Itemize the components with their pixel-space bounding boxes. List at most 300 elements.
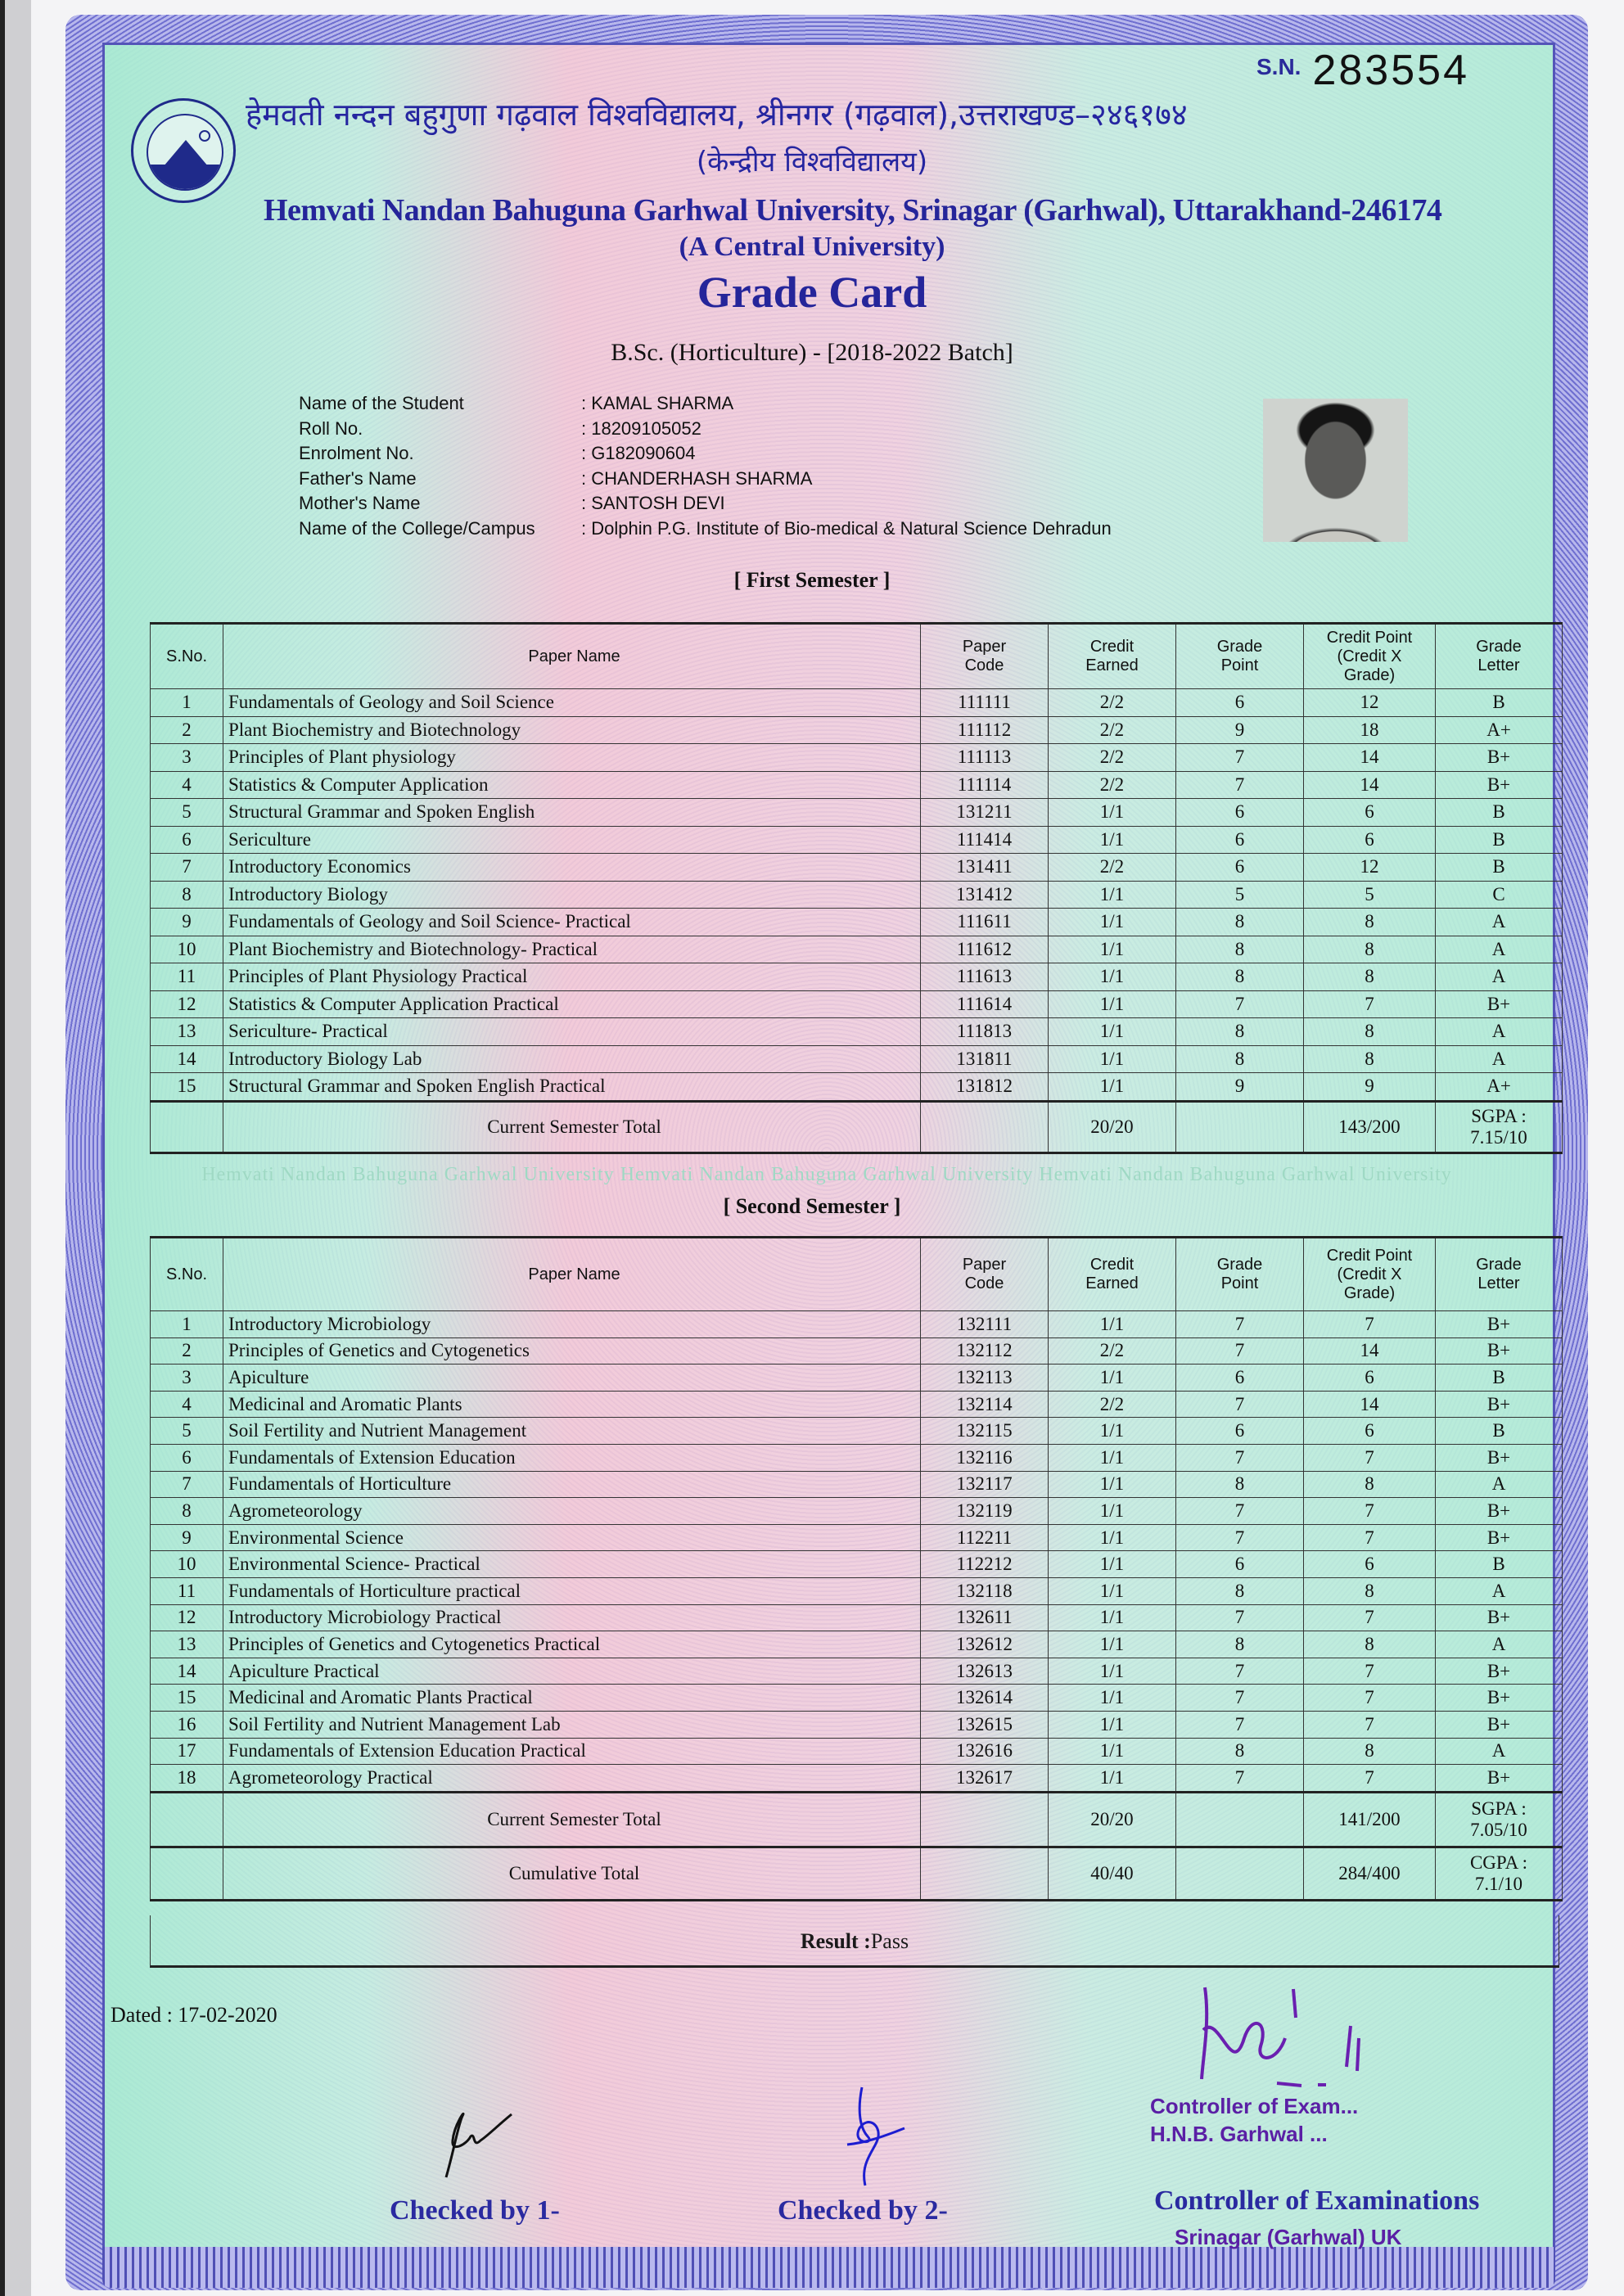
result-value: Pass [870,1929,909,1953]
result-box [150,1915,1559,1968]
cell-credit-point: 7 [1304,1498,1436,1525]
cell-credit-earned: 2/2 [1049,771,1176,799]
cell-grade-point: 7 [1176,990,1304,1018]
header-credit-earned-text: Credit [1089,1256,1135,1274]
cell-credit-point: 12 [1304,854,1436,882]
header-paper-code-text: Paper [962,638,1007,656]
student-detail-row [299,516,1112,542]
watermark-line: Hemvati Nandan Bahuguna Garhwal University Hemvati Nandan Bahuguna Garhwal University Hemvati Nandan Bahuguna Garhwal University [201,1164,1452,1185]
cell-grade-point: 8 [1176,909,1304,936]
cell-paper-code: 132614 [921,1685,1049,1712]
cell-paper-name: Medicinal and Aromatic Plants Practical [223,1685,921,1712]
header-grade-letter-text: Letter [1477,1274,1520,1292]
cell-credit-point: 6 [1304,799,1436,827]
cell-paper-code: 131812 [921,1073,1049,1102]
cell-grade-letter: B [1436,826,1563,854]
cell-paper-name: Statistics & Computer Application [223,771,921,799]
cell-grade-letter: A [1436,1018,1563,1046]
cell-credit-point: 8 [1304,1018,1436,1046]
cell-credit-point: 9 [1304,1073,1436,1102]
cell-grade-point: 7 [1176,1498,1304,1525]
cell-credit-earned: 1/1 [1049,881,1176,909]
gpa-label: SGPA : [1471,1105,1527,1126]
cell-grade-point: 7 [1176,1444,1304,1471]
cell-sno: 8 [151,881,223,909]
cell-credit-point: 7 [1304,1765,1436,1793]
gpa-cell [1436,1847,1563,1900]
cell-credit-earned: 1/1 [1049,990,1176,1018]
cell-paper-code: 112212 [921,1551,1049,1578]
header-paper-code [921,624,1049,689]
header-credit-earned-text: Earned [1085,656,1139,674]
cell-grade-point: 7 [1176,1311,1304,1338]
table-row [151,854,1563,882]
cell-grade-letter: B+ [1436,1711,1563,1738]
cell-credit-point: 7 [1304,990,1436,1018]
cell-grade-point: 7 [1176,1765,1304,1793]
cell-grade-point: 8 [1176,1738,1304,1765]
cell-credit-earned: 1/1 [1049,1073,1176,1102]
cell-credit-earned: 1/1 [1049,1685,1176,1712]
cell-credit-point: 8 [1304,1631,1436,1658]
table-row [151,1337,1563,1365]
university-name-hindi: हेमवती नन्दन बहुगुणा गढ़वाल विश्वविद्यालय, श्रीनगर (गढ़वाल),उत्तराखण्ड–२४६१७४ [246,97,1188,133]
cell-grade-point: 6 [1176,1365,1304,1392]
table-row [151,1045,1563,1073]
cell-sno: 2 [151,716,223,744]
cell-paper-name: Soil Fertility and Nutrient Management [223,1418,921,1445]
cell-sno: 12 [151,990,223,1018]
cell-paper-code: 132119 [921,1498,1049,1525]
cell-grade-letter: C [1436,881,1563,909]
cell-credit-point: 6 [1304,1418,1436,1445]
cell-paper-name: Introductory Microbiology Practical [223,1604,921,1631]
table-row [151,1738,1563,1765]
cell-credit-point: 7 [1304,1658,1436,1685]
cell-sno: 13 [151,1018,223,1046]
cell-grade-point: 6 [1176,854,1304,882]
table-row [151,716,1563,744]
header-credit-point-text: Credit Point [1326,1246,1413,1265]
table-row [151,1018,1563,1046]
total-cell-empty [151,1101,223,1153]
table-row [151,1765,1563,1793]
detail-value: : CHANDERHASH SHARMA [581,467,813,489]
cell-grade-letter: A [1436,1577,1563,1604]
cell-grade-point: 8 [1176,1018,1304,1046]
detail-value: : 18209105052 [581,417,701,439]
total-label: Cumulative Total [223,1847,921,1900]
cumulative-total-row [151,1847,1563,1900]
cell-credit-point: 7 [1304,1444,1436,1471]
cell-grade-letter: A [1436,963,1563,991]
cell-grade-letter: A [1436,1738,1563,1765]
cell-sno: 1 [151,1311,223,1338]
total-label: Current Semester Total [223,1101,921,1153]
gpa-cell [1436,1101,1563,1153]
cell-credit-earned: 2/2 [1049,854,1176,882]
cell-paper-code: 132615 [921,1711,1049,1738]
cell-grade-letter: B+ [1436,1524,1563,1551]
cell-credit-earned: 1/1 [1049,1418,1176,1445]
cell-paper-code: 111612 [921,936,1049,963]
cell-paper-name: Fundamentals of Extension Education Practical [223,1738,921,1765]
gpa-label: SGPA : [1471,1798,1527,1819]
cell-grade-letter: B [1436,1418,1563,1445]
cell-grade-letter: A [1436,909,1563,936]
header-grade-letter-text: Grade [1476,638,1522,656]
cell-grade-point: 7 [1176,1685,1304,1712]
header-paper-code-text: Code [964,1274,1004,1292]
cell-sno: 16 [151,1711,223,1738]
table-row [151,1685,1563,1712]
cell-credit-earned: 1/1 [1049,1471,1176,1498]
total-cell-empty [921,1792,1049,1847]
cell-credit-point: 5 [1304,881,1436,909]
cell-credit-earned: 2/2 [1049,744,1176,772]
table-row [151,963,1563,991]
cell-paper-code: 111112 [921,716,1049,744]
table-row [151,990,1563,1018]
header-grade-point [1176,624,1304,689]
cell-sno: 5 [151,799,223,827]
cell-sno: 12 [151,1604,223,1631]
cell-grade-letter: A [1436,936,1563,963]
cell-sno: 10 [151,1551,223,1578]
cell-grade-point: 8 [1176,1045,1304,1073]
table-row [151,771,1563,799]
cell-grade-letter: B+ [1436,1444,1563,1471]
detail-label: Roll No. [299,417,363,439]
cell-paper-name: Introductory Biology [223,881,921,909]
cell-grade-point: 8 [1176,1577,1304,1604]
cell-sno: 6 [151,826,223,854]
cell-paper-name: Introductory Biology Lab [223,1045,921,1073]
cell-paper-name: Medicinal and Aromatic Plants [223,1391,921,1418]
cell-paper-name: Apiculture [223,1365,921,1392]
cell-sno: 14 [151,1045,223,1073]
cell-paper-name: Apiculture Practical [223,1658,921,1685]
cell-paper-code: 132112 [921,1337,1049,1365]
cell-credit-earned: 1/1 [1049,1577,1176,1604]
header-grade-letter [1436,1238,1563,1311]
stamp-line: Controller of Exam... [1150,2094,1359,2118]
detail-label: Name of the College/Campus [299,517,535,539]
cell-sno: 9 [151,909,223,936]
cell-paper-code: 131411 [921,854,1049,882]
first-semester-table [150,622,1563,1154]
total-cell-empty [1176,1101,1304,1153]
total-cell-empty [1176,1847,1304,1900]
gpa-label: CGPA : [1469,1852,1528,1873]
cell-sno: 7 [151,854,223,882]
cell-credit-earned: 1/1 [1049,1738,1176,1765]
header-paper-name-text: Paper Name [528,647,620,665]
detail-label: Mother's Name [299,493,421,513]
date-issued: Dated : 17-02-2020 [111,2003,277,2027]
total-credits: 40/40 [1049,1847,1176,1900]
header-credit-point-text: Grade) [1343,665,1396,684]
cell-paper-name: Agrometeorology Practical [223,1765,921,1793]
cell-credit-earned: 1/1 [1049,1365,1176,1392]
university-subtitle-hindi: (केन्द्रीय विश्वविद्यालय) [696,146,928,178]
decorative-border-bottom [102,2247,1555,2288]
detail-label: Enrolment No. [299,443,414,463]
detail-label: Name of the Student [299,393,464,413]
second-semester-heading: [ Second Semester ] [723,1194,901,1218]
cell-grade-point: 7 [1176,1391,1304,1418]
student-detail-row [299,467,1112,492]
header-paper-name [223,624,921,689]
detail-value: : G182090604 [581,443,696,463]
cell-credit-point: 8 [1304,909,1436,936]
cell-sno: 3 [151,1365,223,1392]
header-sno [151,1238,223,1311]
university-name-english: Hemvati Nandan Bahuguna Garhwal University, Srinagar (Garhwal), Uttarakhand-246174 [264,193,1442,228]
cell-paper-name: Plant Biochemistry and Biotechnology [223,716,921,744]
header-credit-point-text: (Credit X [1337,1265,1402,1283]
checked-by-1-label: Checked by 1- [390,2195,560,2226]
cell-sno: 15 [151,1685,223,1712]
cell-paper-name: Fundamentals of Horticulture practical [223,1577,921,1604]
cell-grade-point: 6 [1176,1551,1304,1578]
cell-sno: 8 [151,1498,223,1525]
table-row [151,1391,1563,1418]
cell-grade-point: 7 [1176,1604,1304,1631]
cell-grade-letter: B+ [1436,1311,1563,1338]
table-row [151,1471,1563,1498]
cell-grade-point: 7 [1176,771,1304,799]
header-grade-point-text: Point [1220,656,1259,674]
table-row [151,1604,1563,1631]
cell-grade-point: 8 [1176,963,1304,991]
cell-paper-name: Principles of Plant Physiology Practical [223,963,921,991]
header-credit-point [1304,1238,1436,1311]
cell-paper-name: Sericulture- Practical [223,1018,921,1046]
cell-paper-code: 132612 [921,1631,1049,1658]
stamp-line: H.N.B. Garhwal ... [1150,2122,1328,2146]
header-credit-point-text: Credit Point [1326,628,1413,647]
header-grade-letter [1436,624,1563,689]
cell-paper-code: 111111 [921,689,1049,717]
cell-sno: 2 [151,1337,223,1365]
cell-sno: 11 [151,1577,223,1604]
semester-total-row [151,1792,1563,1847]
cell-sno: 17 [151,1738,223,1765]
cell-paper-name: Environmental Science- Practical [223,1551,921,1578]
checked-by-2-label: Checked by 2- [778,2195,948,2226]
cell-sno: 4 [151,1391,223,1418]
cell-grade-letter: B+ [1436,990,1563,1018]
cell-grade-letter: A+ [1436,716,1563,744]
cell-credit-point: 18 [1304,716,1436,744]
cell-credit-earned: 1/1 [1049,1524,1176,1551]
cell-credit-point: 6 [1304,1551,1436,1578]
cell-grade-point: 8 [1176,1631,1304,1658]
cell-paper-name: Soil Fertility and Nutrient Management Lab [223,1711,921,1738]
student-detail-row [299,417,1112,442]
total-points: 141/200 [1304,1792,1436,1847]
table-row [151,1631,1563,1658]
header-sno-text: S.No. [165,1265,208,1283]
cell-grade-point: 9 [1176,1073,1304,1102]
course-name: B.Sc. (Horticulture) - [2018-2022 Batch] [611,339,1013,366]
cell-credit-earned: 2/2 [1049,1337,1176,1365]
cell-sno: 3 [151,744,223,772]
table-row [151,826,1563,854]
cell-paper-name: Principles of Plant physiology [223,744,921,772]
cell-credit-point: 14 [1304,1337,1436,1365]
cell-paper-code: 132115 [921,1418,1049,1445]
cell-sno: 15 [151,1073,223,1102]
header-credit-point [1304,624,1436,689]
cell-sno: 10 [151,936,223,963]
cell-grade-point: 8 [1176,936,1304,963]
cell-credit-earned: 1/1 [1049,936,1176,963]
cell-paper-code: 111614 [921,990,1049,1018]
cell-grade-letter: B+ [1436,1685,1563,1712]
cell-grade-letter: B+ [1436,1337,1563,1365]
cell-paper-code: 111613 [921,963,1049,991]
total-cell-empty [151,1792,223,1847]
cell-credit-earned: 1/1 [1049,799,1176,827]
cell-grade-letter: B [1436,1365,1563,1392]
cell-paper-code: 132613 [921,1658,1049,1685]
cell-credit-point: 7 [1304,1685,1436,1712]
cell-grade-letter: B [1436,1551,1563,1578]
cell-sno: 14 [151,1658,223,1685]
cell-grade-point: 7 [1176,1658,1304,1685]
student-detail-row [299,491,1112,516]
cell-paper-name: Principles of Genetics and Cytogenetics Practical [223,1631,921,1658]
cell-grade-point: 6 [1176,1418,1304,1445]
cell-paper-code: 132118 [921,1577,1049,1604]
cell-grade-point: 5 [1176,881,1304,909]
table-row [151,1551,1563,1578]
cell-paper-code: 111813 [921,1018,1049,1046]
cell-credit-point: 14 [1304,771,1436,799]
cell-paper-name: Plant Biochemistry and Biotechnology- Practical [223,936,921,963]
cell-paper-name: Introductory Microbiology [223,1311,921,1338]
cell-grade-letter: B+ [1436,771,1563,799]
cell-paper-name: Agrometeorology [223,1498,921,1525]
cell-paper-code: 132611 [921,1604,1049,1631]
total-credits: 20/20 [1049,1792,1176,1847]
checker-1-signature [422,2100,520,2190]
cell-credit-point: 8 [1304,963,1436,991]
cell-grade-letter: B+ [1436,1658,1563,1685]
table-row [151,1365,1563,1392]
serial-number-label: S.N. [1256,54,1301,79]
header-credit-earned-text: Credit [1089,638,1135,656]
total-cell-empty [1176,1792,1304,1847]
header-credit-earned [1049,1238,1176,1311]
cell-credit-earned: 1/1 [1049,1711,1176,1738]
cell-credit-point: 12 [1304,689,1436,717]
header-grade-point-text: Grade [1216,638,1263,656]
cell-paper-name: Structural Grammar and Spoken English Practical [223,1073,921,1102]
table-row [151,1658,1563,1685]
cell-grade-point: 7 [1176,1524,1304,1551]
table-row [151,1311,1563,1338]
cell-paper-name: Structural Grammar and Spoken English [223,799,921,827]
table-header-row [151,1238,1563,1311]
total-points: 143/200 [1304,1101,1436,1153]
cell-credit-earned: 1/1 [1049,826,1176,854]
table-row [151,799,1563,827]
cell-sno: 1 [151,689,223,717]
header-credit-earned [1049,624,1176,689]
table-row [151,936,1563,963]
cell-credit-point: 8 [1304,1577,1436,1604]
cell-paper-name: Sericulture [223,826,921,854]
cell-credit-earned: 1/1 [1049,1018,1176,1046]
cell-grade-point: 8 [1176,1471,1304,1498]
table-row [151,1711,1563,1738]
cell-credit-point: 8 [1304,1738,1436,1765]
cell-paper-code: 132114 [921,1391,1049,1418]
cell-sno: 9 [151,1524,223,1551]
header-paper-code-text: Code [964,656,1004,674]
cell-grade-letter: A [1436,1471,1563,1498]
cell-credit-earned: 1/1 [1049,1498,1176,1525]
total-cell-empty [921,1847,1049,1900]
cell-credit-earned: 2/2 [1049,1391,1176,1418]
cell-credit-point: 6 [1304,826,1436,854]
cell-paper-name: Fundamentals of Geology and Soil Science- Practical [223,909,921,936]
controller-of-examinations-label: Controller of Examinations [1154,2185,1480,2216]
header-credit-earned-text: Earned [1085,1274,1139,1292]
cell-paper-code: 131211 [921,799,1049,827]
gpa-value: 7.05/10 [1470,1819,1527,1840]
cell-sno: 11 [151,963,223,991]
controller-signature [1195,1981,1465,2087]
gpa-cell [1436,1792,1563,1847]
cell-credit-earned: 1/1 [1049,1631,1176,1658]
table-row [151,909,1563,936]
cell-credit-point: 8 [1304,1045,1436,1073]
cell-grade-point: 7 [1176,1337,1304,1365]
cell-grade-point: 7 [1176,744,1304,772]
table-row [151,1498,1563,1525]
cell-grade-point: 6 [1176,689,1304,717]
university-subtitle-english: (A Central University) [679,232,945,262]
cell-credit-point: 14 [1304,744,1436,772]
table-row [151,881,1563,909]
cell-credit-earned: 2/2 [1049,716,1176,744]
cell-credit-earned: 1/1 [1049,1658,1176,1685]
header-grade-letter-text: Letter [1477,656,1520,674]
cell-credit-point: 8 [1304,936,1436,963]
stamp-line: Srinagar (Garhwal) UK [1175,2225,1402,2249]
table-row [151,1524,1563,1551]
cell-grade-point: 7 [1176,1711,1304,1738]
header-paper-code [921,1238,1049,1311]
serial-number-value: 283554 [1312,47,1469,94]
cell-paper-name: Statistics & Computer Application Practical [223,990,921,1018]
cell-paper-name: Fundamentals of Extension Education [223,1444,921,1471]
header-sno-text: S.No. [165,647,208,665]
cell-paper-code: 132616 [921,1738,1049,1765]
header-paper-name [223,1238,921,1311]
cell-grade-point: 9 [1176,716,1304,744]
table-row [151,1444,1563,1471]
cell-paper-code: 132117 [921,1471,1049,1498]
result-label: Result : [800,1929,871,1953]
total-cell-empty [151,1847,223,1900]
cell-credit-earned: 1/1 [1049,1045,1176,1073]
table-header-row [151,624,1563,689]
